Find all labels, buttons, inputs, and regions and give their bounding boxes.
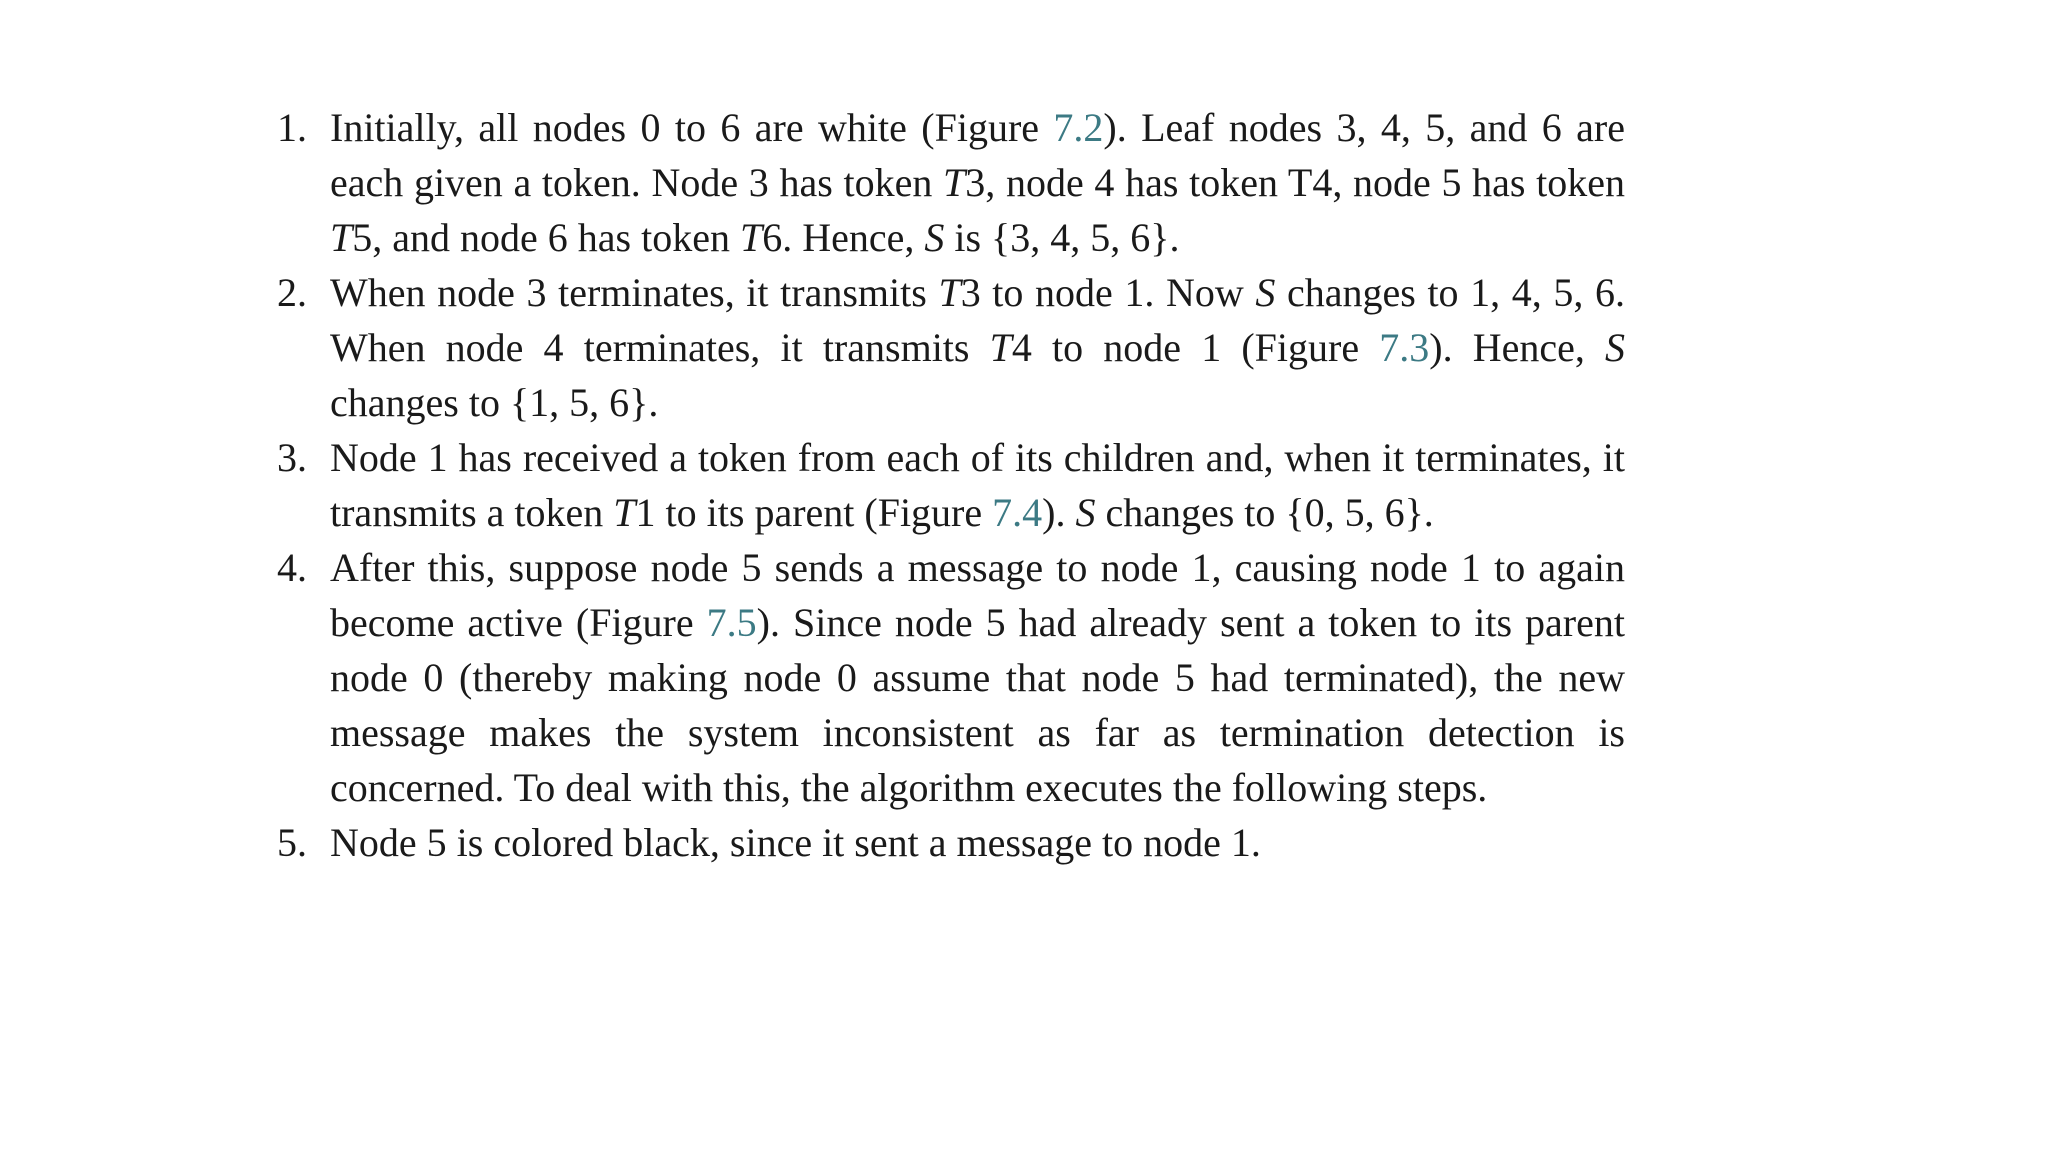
- text-run: 5, and node 6 has token: [352, 215, 740, 260]
- text-run: Node 1 has received a token from each of its children and, when it terminates, it transmits a token: [330, 435, 1625, 535]
- text-run: changes to 1, 4, 5, 6. When node 4 terminates, it transmits: [330, 270, 1626, 370]
- math-symbol: T: [938, 270, 961, 315]
- list-item-text: [330, 545, 1625, 810]
- figure-reference-link[interactable]: 7.2: [1053, 105, 1104, 150]
- numbered-steps-list: [277, 100, 1625, 870]
- text-run: Node 5 is colored black, since it sent a message to node 1.: [330, 820, 1261, 865]
- text-run: changes to {1, 5, 6}.: [330, 380, 659, 425]
- text-run: 1 to its parent (Figure: [635, 490, 993, 535]
- list-item: [277, 265, 1625, 430]
- list-item: [277, 815, 1625, 870]
- list-item: [277, 100, 1625, 265]
- text-run: ). Hence,: [1429, 325, 1606, 370]
- math-symbol: S: [924, 215, 945, 260]
- math-symbol: T: [943, 160, 966, 205]
- text-run: ). Since node 5 had already sent a token to its parent node 0 (thereby making node 0 assume that node 5 had terminated), the new message makes the system inconsistent as far as termination detection is concerned. To deal with this, the algorithm executes the following steps.: [330, 600, 1625, 810]
- list-item: [277, 540, 1625, 815]
- text-run: After this, suppose node 5 sends a message to node 1, causing node 1 to again become active (Figure: [330, 545, 1625, 645]
- math-symbol: T: [989, 325, 1012, 370]
- text-run: ).: [1042, 490, 1076, 535]
- math-symbol: T: [613, 490, 636, 535]
- math-symbol: S: [1605, 325, 1626, 370]
- math-symbol: T: [739, 215, 763, 260]
- text-run: 6. Hence,: [762, 215, 925, 260]
- list-item-number: 5.: [277, 820, 307, 865]
- list-item-text: [330, 270, 1625, 425]
- text-run: 4 to node 1 (Figure: [1011, 325, 1380, 370]
- figure-reference-link[interactable]: 7.5: [706, 600, 757, 645]
- text-run: changes to {0, 5, 6}.: [1095, 490, 1434, 535]
- text-run: Initially, all nodes 0 to 6 are white (Figure: [330, 105, 1054, 150]
- text-run: is {3, 4, 5, 6}.: [944, 215, 1180, 260]
- text-run: ). Leaf nodes 3, 4, 5, and 6 are each given a token. Node 3 has token: [330, 105, 1626, 205]
- text-run: 3 to node 1. Now: [960, 270, 1256, 315]
- list-item-text: [330, 435, 1625, 535]
- list-item-text: [330, 820, 1261, 865]
- figure-reference-link[interactable]: 7.3: [1379, 325, 1430, 370]
- document-page: [277, 100, 1625, 870]
- math-symbol: T: [330, 215, 353, 260]
- math-symbol: S: [1255, 270, 1276, 315]
- list-item-number: 1.: [277, 105, 307, 150]
- list-item-number: 2.: [277, 270, 307, 315]
- list-item: [277, 430, 1625, 540]
- figure-reference-link[interactable]: 7.4: [992, 490, 1043, 535]
- list-item-text: [330, 105, 1625, 260]
- text-run: When node 3 terminates, it transmits: [330, 270, 939, 315]
- list-item-number: 4.: [277, 545, 307, 590]
- math-symbol: S: [1075, 490, 1096, 535]
- text-run: 3, node 4 has token T4, node 5 has token: [965, 160, 1626, 205]
- list-item-number: 3.: [277, 435, 307, 480]
